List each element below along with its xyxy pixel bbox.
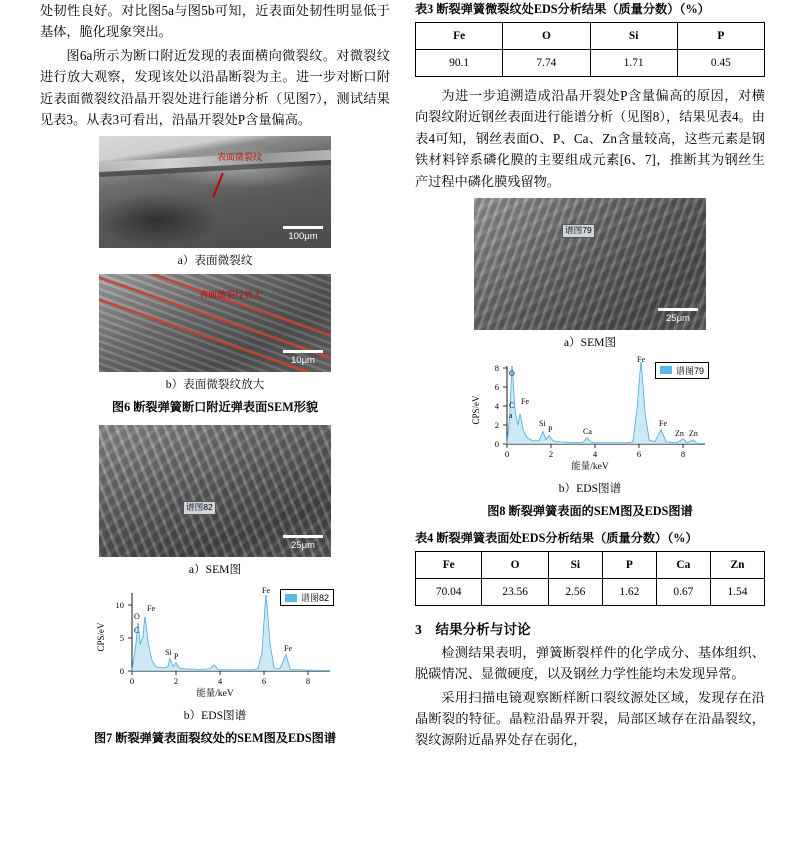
svg-text:Fe: Fe (147, 604, 155, 614)
figure-caption-8a: a）SEM图 (563, 335, 617, 349)
eds-chart-79 (465, 355, 715, 472)
paragraph: 为进一步追溯造成沿晶开裂处P含量偏高的原因，对横向裂纹附近钢丝表面进行能谱分析（见图8），结果见表4。由表4可知，钢丝表面O、P、Ca、Zn含量较高，这些元素是钢铁材料锌系磷化膜的主要组成元素[6、7]，推断其为钢丝生产过程中磷化膜残留物。 (415, 88, 765, 189)
figure-8b (465, 356, 715, 496)
svg-text:8: 8 (494, 362, 499, 373)
table-header-row (416, 551, 765, 578)
svg-text:C: C (134, 626, 140, 636)
annotation-label-6b: 表面微裂纹放大 (199, 290, 263, 301)
svg-text:6: 6 (636, 448, 642, 459)
table-4-title: 表4 断裂弹簧表面处EDS分析结果（质量分数）（%） (415, 530, 698, 545)
table-cell: 0.67 (656, 578, 710, 605)
svg-text:O: O (509, 368, 515, 378)
svg-text:0: 0 (494, 438, 499, 449)
left-column (40, 0, 390, 756)
table-cell: 23.56 (482, 578, 548, 605)
scale-bar-6b: 10μm (283, 350, 323, 366)
spectrum-tag-82: 谱图82 (183, 501, 216, 515)
svg-text:Fe: Fe (637, 355, 645, 364)
svg-text:0: 0 (119, 666, 124, 677)
svg-text:CPS/eV: CPS/eV (96, 622, 106, 652)
table-cell: 0.45 (677, 50, 764, 77)
svg-text:P: P (548, 424, 553, 434)
svg-text:Si: Si (165, 648, 172, 658)
table-header-cell: Fe (416, 551, 482, 578)
table-header-cell: P (602, 551, 656, 578)
svg-text:0: 0 (504, 448, 510, 459)
section-number: 3 (415, 621, 422, 637)
table-header-cell: Si (590, 23, 677, 50)
figure-caption-7b: b）EDS图谱 (183, 709, 247, 723)
figure-caption-6b: b）表面微裂纹放大 (165, 378, 265, 392)
table-header-cell: Zn (710, 551, 764, 578)
x-axis-label-82: 能量/keV (196, 689, 234, 700)
sem-image-8a (474, 198, 706, 330)
svg-text:Fe: Fe (521, 396, 529, 406)
svg-text:Si: Si (539, 418, 546, 428)
svg-text:2: 2 (548, 448, 554, 459)
figure-6a (99, 136, 331, 268)
chart-legend-82 (280, 589, 334, 606)
svg-text:P: P (174, 652, 179, 662)
figure-7b (90, 583, 340, 723)
svg-text:6: 6 (494, 381, 499, 392)
paragraph: 处韧性良好。对比图5a与图5b可知，近表面处韧性明显低于基体，脆化现象突出。 (40, 3, 390, 40)
legend-swatch (660, 366, 672, 374)
paragraph: 检测结果表明，弹簧断裂样件的化学成分、基体组织、脱碳情况、显微硬度，以及钢丝力学性能均未发现异常。 (415, 644, 765, 682)
table-header-cell: Fe (416, 23, 503, 50)
legend-label: 谱图79 (675, 365, 704, 376)
spectrum-tag-79: 谱图79 (562, 224, 595, 238)
section-title: 结果分析与讨论 (435, 621, 531, 637)
figure-6-caption: 图6 断裂弹簧断口附近弹表面SEM形貌 (111, 400, 319, 415)
scale-bar-6a: 100μm (283, 226, 323, 242)
table-header-cell: Ca (656, 551, 710, 578)
annotation-label-6a: 表面微裂纹 (217, 152, 263, 163)
svg-text:0: 0 (129, 676, 135, 687)
figure-8-caption: 图8 断裂弹簧表面的SEM图及EDS图谱 (487, 503, 693, 518)
table-cell: 90.1 (416, 50, 503, 77)
table-cell: 7.74 (503, 50, 590, 77)
svg-text:Ca: Ca (583, 426, 592, 436)
figure-7a (99, 425, 331, 577)
figure-caption-8b: b）EDS图谱 (558, 481, 622, 495)
x-axis-label-79: 能量/keV (571, 461, 609, 472)
sem-image-6a (99, 136, 331, 248)
eds-chart-82 (90, 583, 340, 700)
svg-text:Fe: Fe (284, 644, 292, 654)
table-cell: 1.54 (710, 578, 764, 605)
table-cell: 1.62 (602, 578, 656, 605)
svg-text:2: 2 (173, 676, 179, 687)
svg-text:5: 5 (119, 633, 124, 644)
svg-text:8: 8 (680, 448, 686, 459)
svg-text:8: 8 (305, 676, 311, 687)
figure-caption-7a: a）SEM图 (188, 563, 242, 577)
svg-text:4: 4 (494, 400, 499, 411)
table-header-row (416, 23, 765, 50)
svg-text:Fe: Fe (262, 586, 270, 596)
svg-text:Zn: Zn (689, 428, 698, 438)
svg-text:10: 10 (115, 600, 124, 611)
table-header-cell: P (677, 23, 764, 50)
table-header-cell: O (482, 551, 548, 578)
table-3 (415, 22, 765, 77)
svg-text:6: 6 (261, 676, 267, 687)
figure-8a (474, 198, 706, 350)
scale-bar-8a: 25μm (658, 308, 698, 324)
sem-image-7a (99, 425, 331, 557)
svg-text:a: a (509, 410, 513, 420)
table-cell: 2.56 (548, 578, 602, 605)
table-4 (415, 551, 765, 606)
scale-bar-7a: 25μm (283, 535, 323, 551)
paragraph: 采用扫描电镜观察断样断口裂纹源处区域，发现存在沿晶断裂的特征。晶粒沿晶界开裂，局部区域存在沿晶裂纹，裂纹源附近晶界处存在弱化， (415, 689, 765, 748)
table-row (416, 50, 765, 77)
table-cell: 1.71 (590, 50, 677, 77)
figure-caption-6a: a）表面微裂纹 (177, 254, 253, 268)
table-header-cell: Si (548, 551, 602, 578)
svg-text:2: 2 (494, 419, 499, 430)
sem-image-6b (99, 274, 331, 372)
paragraph: 图6a所示为断口附近发现的表面横向微裂纹。对微裂纹进行放大观察，发现该处以沿晶断裂为主。进一步对断口附近表面微裂纹沿晶开裂处进行能谱分析（见图7），测试结果见表3。从表3可看出，沿晶开裂处P含量偏高。 (40, 47, 390, 127)
table-header-cell: O (503, 23, 590, 50)
table-cell: 70.04 (416, 578, 482, 605)
right-column (415, 0, 765, 753)
table-row (416, 578, 765, 605)
legend-swatch (285, 594, 297, 602)
svg-text:C: C (509, 400, 515, 410)
section-heading (415, 618, 765, 638)
svg-text:O: O (134, 612, 140, 622)
svg-text:4: 4 (217, 676, 223, 687)
figure-6b (99, 274, 331, 392)
legend-label: 谱图82 (300, 593, 329, 604)
table-3-title: 表3 断裂弹簧微裂纹处EDS分析结果（质量分数）（%） (415, 2, 710, 16)
figure-7-caption: 图7 断裂弹簧表面裂纹处的SEM图及EDS图谱 (93, 731, 337, 746)
svg-text:CPS/eV: CPS/eV (471, 395, 481, 425)
svg-text:4: 4 (592, 448, 598, 459)
svg-text:Fe: Fe (659, 418, 667, 428)
chart-legend-79 (655, 362, 709, 379)
svg-text:Zn: Zn (675, 428, 684, 438)
